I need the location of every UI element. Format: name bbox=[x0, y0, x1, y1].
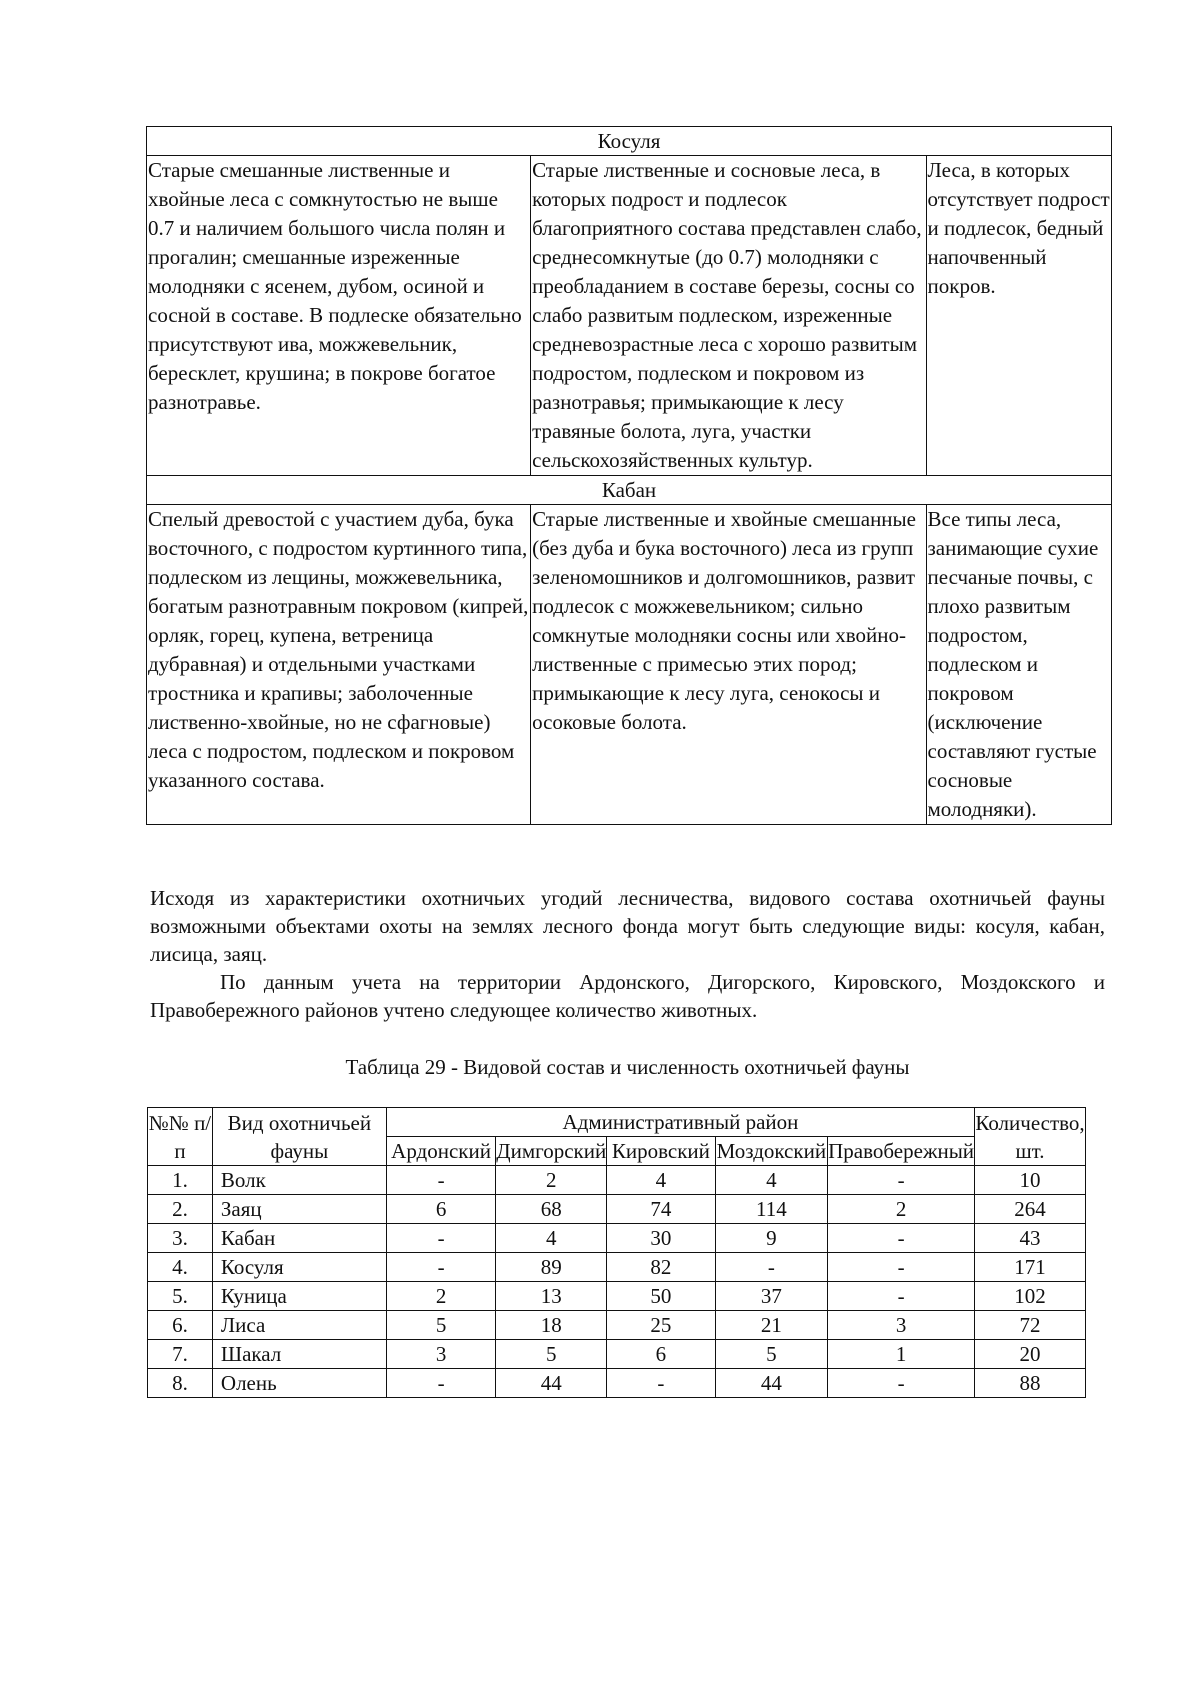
fauna-table-body bbox=[148, 1166, 1086, 1398]
district-count: - bbox=[386, 1166, 495, 1195]
table-row bbox=[148, 1340, 1086, 1369]
header-district: Кировский bbox=[607, 1137, 715, 1166]
table-row bbox=[148, 1369, 1086, 1398]
district-count: - bbox=[386, 1369, 495, 1398]
row-total: 88 bbox=[975, 1369, 1086, 1398]
district-count: 6 bbox=[607, 1340, 715, 1369]
district-count: 4 bbox=[496, 1224, 607, 1253]
body-paragraph: Исходя из характеристики охотничьих угодий лесничества, видового состава охотничьей фауны возможными объектами охоты на землях лесного фонда могут быть следующие виды: косуля, кабан, лисица, заяц. bbox=[150, 886, 1105, 966]
header-district: Правобережный bbox=[828, 1137, 975, 1166]
table-row bbox=[148, 1282, 1086, 1311]
row-total: 72 bbox=[975, 1311, 1086, 1340]
row-number: 4. bbox=[148, 1253, 213, 1282]
species-name: Лиса bbox=[212, 1311, 386, 1340]
district-count: 82 bbox=[607, 1253, 715, 1282]
district-count: 68 bbox=[496, 1195, 607, 1224]
district-count: - bbox=[607, 1369, 715, 1398]
table-row bbox=[148, 1253, 1086, 1282]
row-number: 8. bbox=[148, 1369, 213, 1398]
row-number: 5. bbox=[148, 1282, 213, 1311]
row-total: 10 bbox=[975, 1166, 1086, 1195]
habitat-cell: Старые лиственные и сосновые леса, в которых подрост и подлесок благоприятного состава представлен слабо, среднесомкнутые (до 0.7) молодняки с преобладанием в составе березы, сосны со слабо развитым подлеском, изреженные средневозрастные леса с хорошо развитым подростом, подлеском и покровом из разнотравья; примыкающие к лесу травяные болота, луга, участки сельскохозяйственных культур. bbox=[531, 156, 926, 476]
district-count: 2 bbox=[496, 1166, 607, 1195]
habitat-cell: Старые смешанные лиственные и хвойные леса с сомкнутостью не выше 0.7 и наличием большого числа полян и прогалин; смешанные изреженные молодняки с ясенем, дубом, осиной и сосной в составе. В подлеске обязательно присутствуют ива, можжевельник, бересклет, крушина; в покрове богатое разнотравье. bbox=[147, 156, 531, 476]
habitat-cell: Все типы леса, занимающие сухие песчаные почвы, с плохо развитым подростом, подлеском и покровом (исключение составляют густые сосновые молодняки). bbox=[926, 505, 1112, 825]
district-count: 114 bbox=[715, 1195, 828, 1224]
district-count: - bbox=[828, 1224, 975, 1253]
habitat-cell: Леса, в которых отсутствует подрост и подлесок, бедный напочвенный покров. bbox=[926, 156, 1112, 476]
district-count: 5 bbox=[386, 1311, 495, 1340]
table-row bbox=[148, 1166, 1086, 1195]
row-number: 6. bbox=[148, 1311, 213, 1340]
habitat-table bbox=[146, 126, 1112, 825]
district-count: 74 bbox=[607, 1195, 715, 1224]
row-total: 264 bbox=[975, 1195, 1086, 1224]
row-total: 20 bbox=[975, 1340, 1086, 1369]
district-count: 37 bbox=[715, 1282, 828, 1311]
district-count: 9 bbox=[715, 1224, 828, 1253]
species-name: Шакал bbox=[212, 1340, 386, 1369]
district-count: - bbox=[828, 1369, 975, 1398]
district-count: 21 bbox=[715, 1311, 828, 1340]
table-row bbox=[148, 1195, 1086, 1224]
district-count: - bbox=[828, 1282, 975, 1311]
district-count: 5 bbox=[715, 1340, 828, 1369]
table-row bbox=[148, 1224, 1086, 1253]
district-count: 3 bbox=[386, 1340, 495, 1369]
header-number: №№ п/п bbox=[148, 1108, 213, 1166]
habitat-cell: Спелый древостой с участием дуба, бука восточного, с подростом куртинного типа, подлеском из лещины, можжевельника, богатым разнотравным покровом (кипрей, орляк, горец, купена, ветреница дубравная) и отдельными участками тростника и крапивы; заболоченные лиственно-хвойные, но не сфагновые) леса с подростом, подлеском и покровом указанного состава. bbox=[147, 505, 531, 825]
row-number: 2. bbox=[148, 1195, 213, 1224]
district-count: 3 bbox=[828, 1311, 975, 1340]
district-count: 5 bbox=[496, 1340, 607, 1369]
header-total: Количество, шт. bbox=[975, 1108, 1086, 1166]
district-count: 89 bbox=[496, 1253, 607, 1282]
district-count: 4 bbox=[715, 1166, 828, 1195]
district-count: 13 bbox=[496, 1282, 607, 1311]
table-row bbox=[148, 1311, 1086, 1340]
header-district-group: Административный район bbox=[386, 1108, 974, 1137]
species-name: Косуля bbox=[212, 1253, 386, 1282]
district-count: 44 bbox=[496, 1369, 607, 1398]
species-name: Заяц bbox=[212, 1195, 386, 1224]
body-paragraph: По данным учета на территории Ардонского, Дигорского, Кировского, Моздокского и Правобережного районов учтено следующее количество животных. bbox=[150, 970, 1105, 1022]
species-name: Волк bbox=[212, 1166, 386, 1195]
row-number: 1. bbox=[148, 1166, 213, 1195]
district-count: 25 bbox=[607, 1311, 715, 1340]
species-name: Кабан bbox=[212, 1224, 386, 1253]
row-total: 102 bbox=[975, 1282, 1086, 1311]
habitat-cell: Старые лиственные и хвойные смешанные (без дуба и бука восточного) леса из групп зеленомошников и долгомошников, развит подлесок с можжевельником; сильно сомкнутые молодняки сосны или хвойно-лиственные с примесью этих пород; примыкающие к лесу луга, сенокосы и осоковые болота. bbox=[531, 505, 926, 825]
district-count: 1 bbox=[828, 1340, 975, 1369]
row-number: 7. bbox=[148, 1340, 213, 1369]
row-number: 3. bbox=[148, 1224, 213, 1253]
district-count: 2 bbox=[386, 1282, 495, 1311]
section-title-wild-boar: Кабан bbox=[147, 476, 1112, 505]
district-count: 4 bbox=[607, 1166, 715, 1195]
header-district: Димгорский bbox=[496, 1137, 607, 1166]
district-count: 18 bbox=[496, 1311, 607, 1340]
district-count: - bbox=[386, 1253, 495, 1282]
species-name: Куница bbox=[212, 1282, 386, 1311]
section-title-roe-deer: Косуля bbox=[147, 127, 1112, 156]
district-count: 44 bbox=[715, 1369, 828, 1398]
header-district: Моздокский bbox=[715, 1137, 828, 1166]
table-caption: Таблица 29 - Видовой состав и численность охотничьей фауны bbox=[345, 1055, 910, 1079]
district-count: 30 bbox=[607, 1224, 715, 1253]
district-count: - bbox=[715, 1253, 828, 1282]
district-count: 6 bbox=[386, 1195, 495, 1224]
district-count: - bbox=[386, 1224, 495, 1253]
row-total: 171 bbox=[975, 1253, 1086, 1282]
district-count: 50 bbox=[607, 1282, 715, 1311]
district-count: - bbox=[828, 1166, 975, 1195]
district-count: 2 bbox=[828, 1195, 975, 1224]
district-count: - bbox=[828, 1253, 975, 1282]
header-species: Вид охотничьей фауны bbox=[212, 1108, 386, 1166]
fauna-table bbox=[147, 1107, 1086, 1398]
header-district: Ардонский bbox=[386, 1137, 495, 1166]
species-name: Олень bbox=[212, 1369, 386, 1398]
row-total: 43 bbox=[975, 1224, 1086, 1253]
